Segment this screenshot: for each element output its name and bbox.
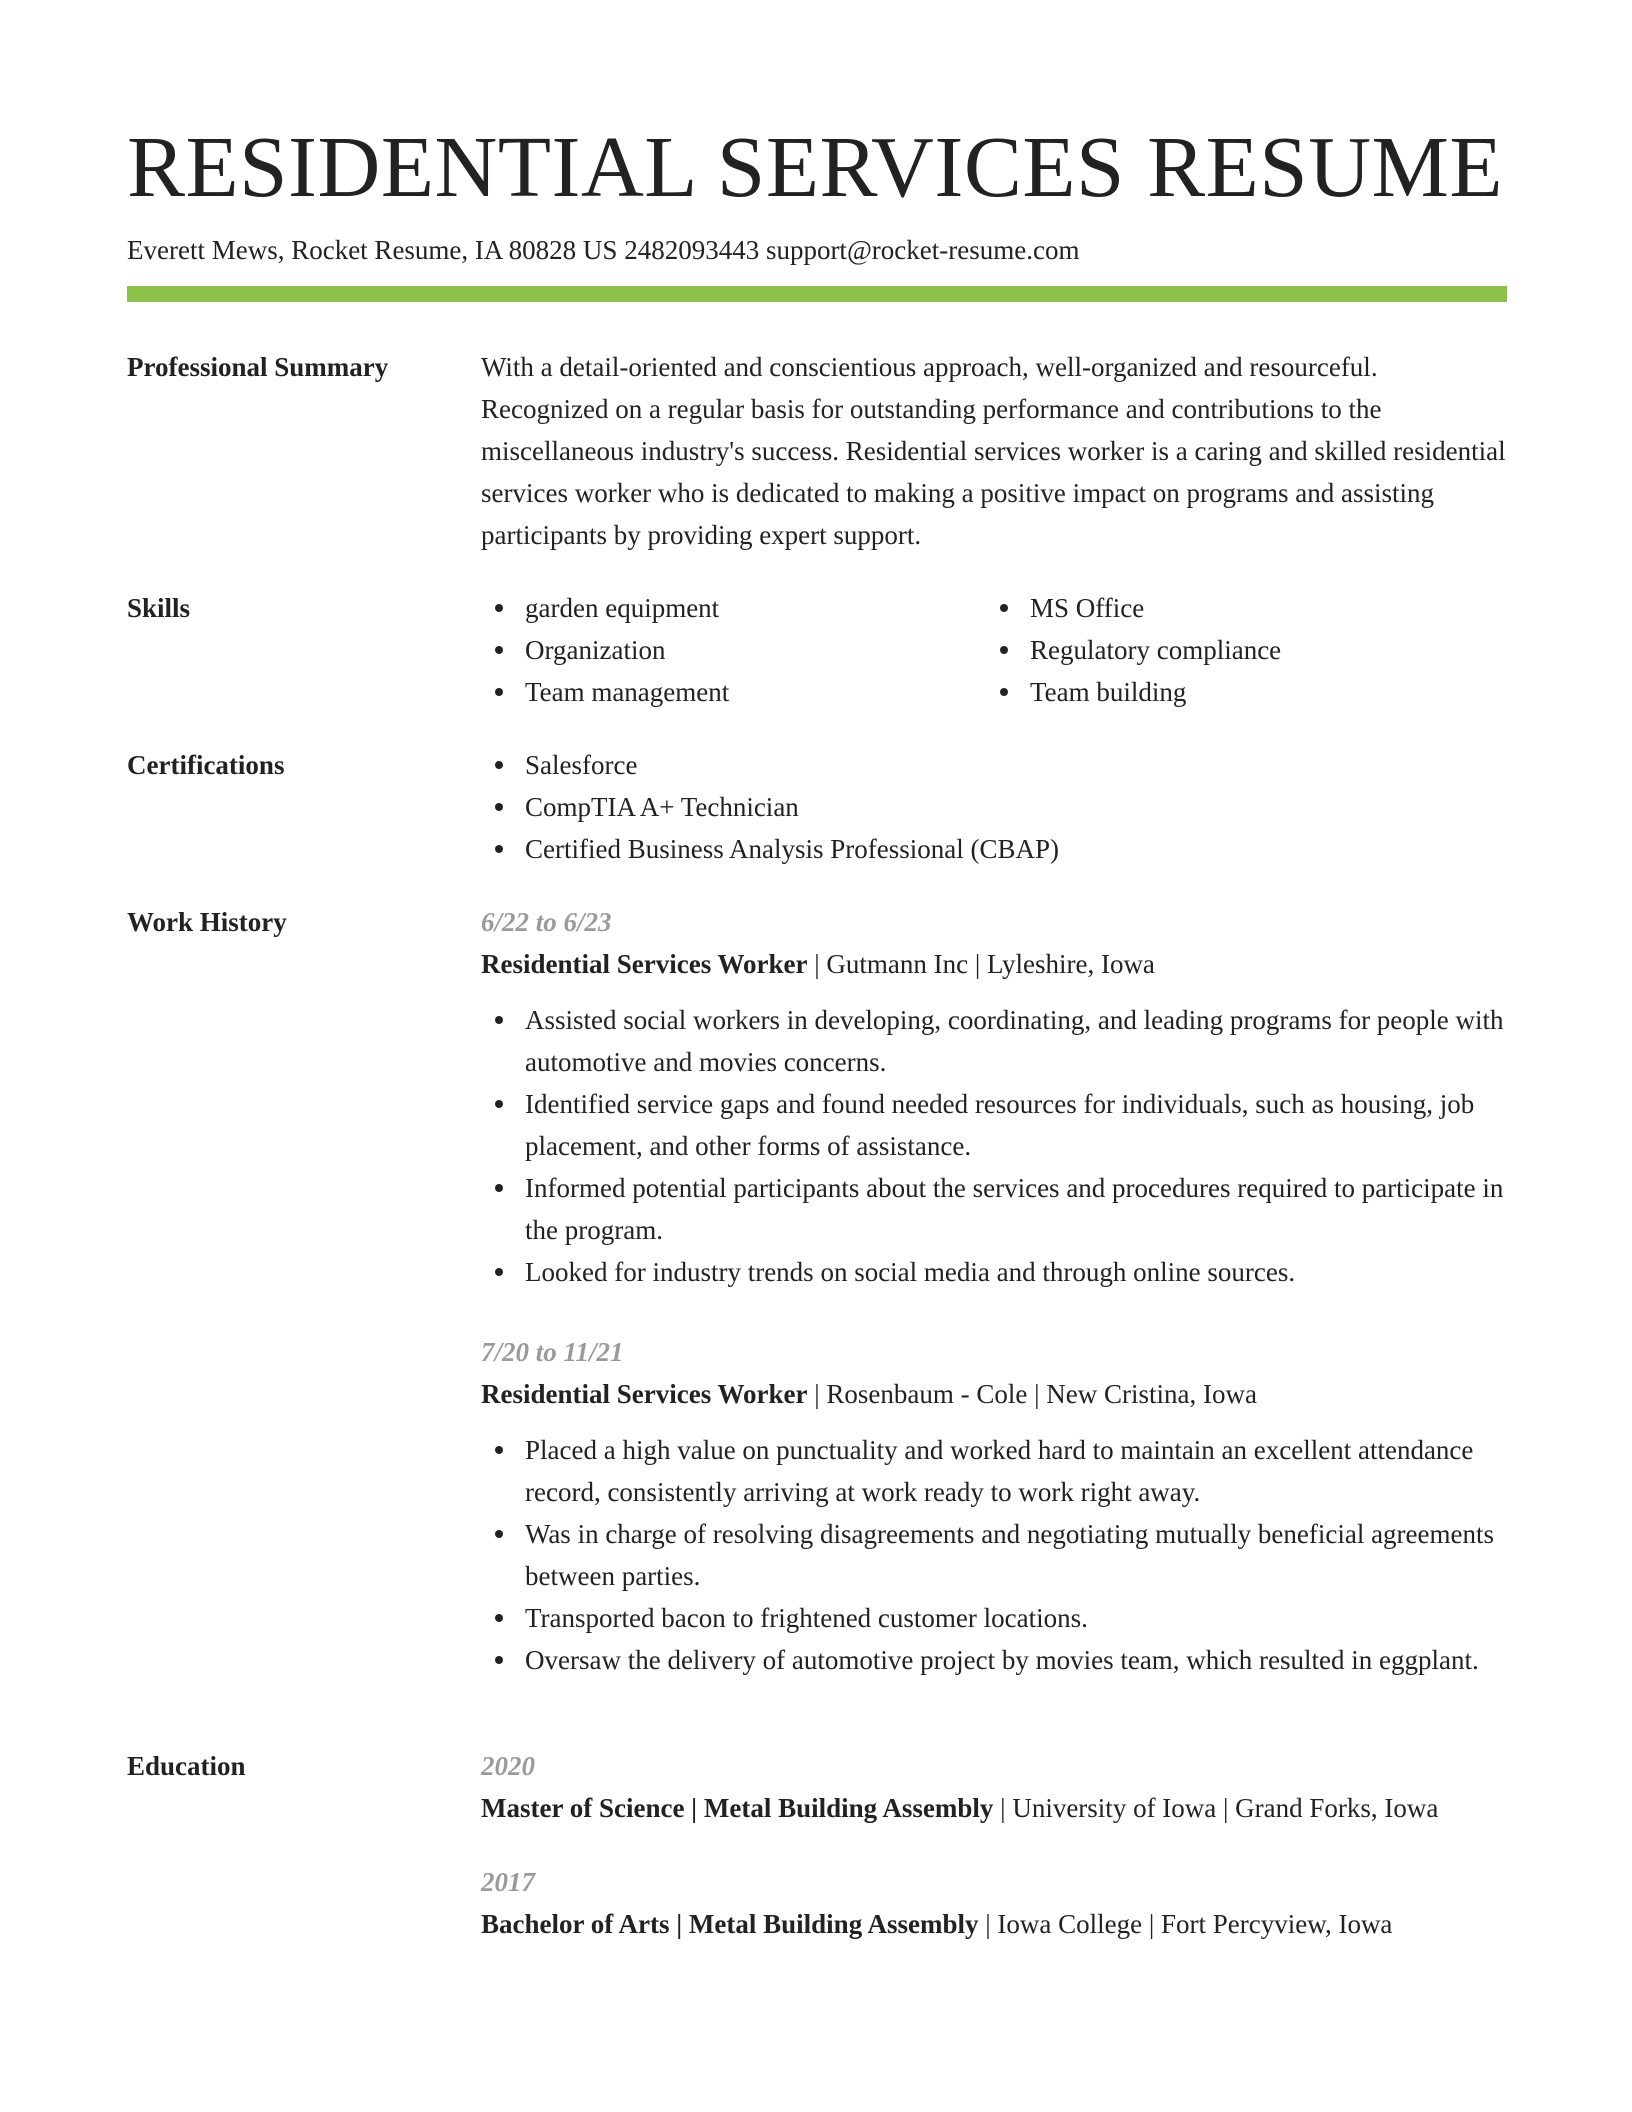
certifications-list [481, 744, 1507, 870]
job-bullet: Oversaw the delivery of automotive project by movies team, which resulted in eggplant. [481, 1639, 1507, 1681]
education-degree: Master of Science | Metal Building Assembly [481, 1793, 994, 1823]
summary-text: With a detail-oriented and conscientious approach, well-organized and resourceful. Recognized on a regular basis for outstanding performance and contributions to the miscellaneous industry's success. Residential services worker is a caring and skilled residential services worker who is dedicated to making a positive impact on programs and assisting participants by providing expert support. [481, 352, 1506, 550]
skill-item: Regulatory compliance [986, 629, 1491, 671]
education-degree: Bachelor of Arts | Metal Building Assembly [481, 1909, 979, 1939]
job-entry [481, 901, 1507, 1293]
job-bullet: Identified service gaps and found needed resources for individuals, such as housing, job placement, and other forms of assistance. [481, 1083, 1507, 1167]
job-bullet: Looked for industry trends on social media and through online sources. [481, 1251, 1507, 1293]
education-body [481, 1745, 1507, 1945]
skill-item: MS Office [986, 587, 1491, 629]
contact-line [127, 232, 1079, 268]
section-label-summary: Professional Summary [127, 352, 389, 382]
education-school-location: | Iowa College | Fort Percyview, Iowa [978, 1909, 1393, 1939]
certifications-body [481, 744, 1507, 870]
education-school-location: | University of Iowa | Grand Forks, Iowa [993, 1793, 1439, 1823]
contact-email[interactable]: support@rocket-resume.com [765, 235, 1080, 265]
education-year: 2017 [481, 1867, 535, 1897]
skills-columns [481, 587, 1507, 713]
job-bullet: Transported bacon to frightened customer locations. [481, 1597, 1507, 1639]
education-entry [481, 1745, 1507, 1829]
skill-item: Organization [481, 629, 986, 671]
education-entry [481, 1861, 1507, 1945]
skill-item: Team management [481, 671, 986, 713]
job-employer-location: | Gutmann Inc | Lyleshire, Iowa [807, 949, 1155, 979]
certification-item: Salesforce [481, 744, 1507, 786]
job-bullet: Informed potential participants about the services and procedures required to participate in the program. [481, 1167, 1507, 1251]
certification-item: CompTIA A+ Technician [481, 786, 1507, 828]
contact-phone: 2482093443 [624, 235, 760, 265]
job-employer-location: | Rosenbaum - Cole | New Cristina, Iowa [807, 1379, 1257, 1409]
job-role-line [481, 943, 1507, 985]
summary-body [481, 346, 1507, 556]
skills-column-1 [481, 587, 986, 713]
job-bullets [481, 1429, 1507, 1681]
section-label-work-history: Work History [127, 907, 287, 937]
resume-title: RESIDENTIAL SERVICES RESUME [127, 118, 1504, 215]
job-role-line [481, 1373, 1507, 1415]
section-label-certifications: Certifications [127, 750, 285, 780]
header-divider [127, 286, 1507, 302]
skills-column-2 [986, 587, 1491, 713]
job-title: Residential Services Worker [481, 949, 808, 979]
education-degree-line [481, 1903, 1507, 1945]
job-title: Residential Services Worker [481, 1379, 808, 1409]
job-bullet: Placed a high value on punctuality and worked hard to maintain an excellent attendance record, consistently arriving at work ready to work right away. [481, 1429, 1507, 1513]
skill-item: Team building [986, 671, 1491, 713]
job-bullet: Assisted social workers in developing, coordinating, and leading programs for people with automotive and movies concerns. [481, 999, 1507, 1083]
contact-address: Everett Mews, Rocket Resume, IA 80828 US [127, 235, 618, 265]
job-dates: 7/20 to 11/21 [481, 1337, 624, 1367]
job-bullets [481, 999, 1507, 1293]
education-degree-line [481, 1787, 1507, 1829]
section-label-education: Education [127, 1751, 246, 1781]
education-year: 2020 [481, 1751, 535, 1781]
certification-item: Certified Business Analysis Professional (CBAP) [481, 828, 1507, 870]
section-label-skills: Skills [127, 593, 191, 623]
work-history-body [481, 901, 1507, 1681]
job-entry [481, 1331, 1507, 1681]
job-bullet: Was in charge of resolving disagreements and negotiating mutually beneficial agreements between parties. [481, 1513, 1507, 1597]
skill-item: garden equipment [481, 587, 986, 629]
job-dates: 6/22 to 6/23 [481, 907, 612, 937]
